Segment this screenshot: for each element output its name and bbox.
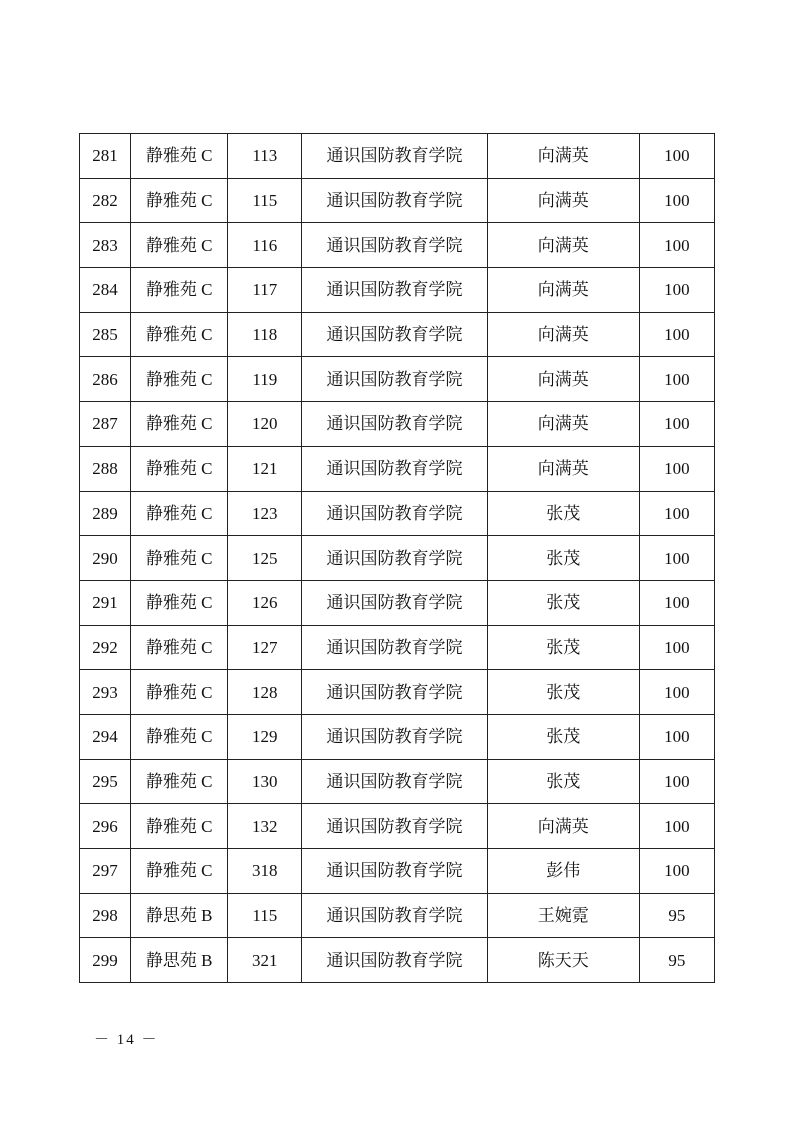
table-row (80, 134, 715, 179)
college-cell: 通识国防教育学院 (302, 491, 487, 536)
row-number-cell: 298 (80, 893, 131, 938)
teacher-cell: 向满英 (487, 446, 639, 491)
row-number-cell: 285 (80, 312, 131, 357)
room-cell: 123 (228, 491, 302, 536)
building-cell: 静雅苑 C (131, 670, 228, 715)
room-cell: 132 (228, 804, 302, 849)
teacher-cell: 向满英 (487, 178, 639, 223)
table-row (80, 446, 715, 491)
building-cell: 静思苑 B (131, 938, 228, 983)
room-cell: 116 (228, 223, 302, 268)
building-cell: 静雅苑 C (131, 759, 228, 804)
score-cell: 100 (639, 714, 714, 759)
college-cell: 通识国防教育学院 (302, 625, 487, 670)
row-number-cell: 287 (80, 402, 131, 447)
room-cell: 118 (228, 312, 302, 357)
table-row (80, 536, 715, 581)
teacher-cell: 张茂 (487, 536, 639, 581)
page-number: － 14 － (94, 1032, 159, 1048)
building-cell: 静雅苑 C (131, 849, 228, 894)
score-cell: 100 (639, 402, 714, 447)
row-number-cell: 295 (80, 759, 131, 804)
table-row (80, 357, 715, 402)
teacher-cell: 张茂 (487, 625, 639, 670)
table-row (80, 938, 715, 983)
score-cell: 100 (639, 580, 714, 625)
row-number-cell: 289 (80, 491, 131, 536)
table-row (80, 849, 715, 894)
room-cell: 121 (228, 446, 302, 491)
building-cell: 静雅苑 C (131, 402, 228, 447)
building-cell: 静雅苑 C (131, 268, 228, 313)
score-cell: 95 (639, 893, 714, 938)
room-cell: 115 (228, 893, 302, 938)
building-cell: 静雅苑 C (131, 446, 228, 491)
college-cell: 通识国防教育学院 (302, 893, 487, 938)
room-cell: 318 (228, 849, 302, 894)
teacher-cell: 张茂 (487, 580, 639, 625)
college-cell: 通识国防教育学院 (302, 536, 487, 581)
table-row (80, 223, 715, 268)
dormitory-score-table (79, 133, 715, 983)
row-number-cell: 296 (80, 804, 131, 849)
room-cell: 129 (228, 714, 302, 759)
building-cell: 静雅苑 C (131, 357, 228, 402)
table-row (80, 804, 715, 849)
row-number-cell: 284 (80, 268, 131, 313)
teacher-cell: 张茂 (487, 714, 639, 759)
table-row (80, 759, 715, 804)
table-row (80, 580, 715, 625)
college-cell: 通识国防教育学院 (302, 938, 487, 983)
table-row (80, 268, 715, 313)
building-cell: 静雅苑 C (131, 625, 228, 670)
row-number-cell: 281 (80, 134, 131, 179)
score-cell: 100 (639, 446, 714, 491)
score-cell: 100 (639, 312, 714, 357)
teacher-cell: 向满英 (487, 268, 639, 313)
room-cell: 125 (228, 536, 302, 581)
room-cell: 321 (228, 938, 302, 983)
score-cell: 95 (639, 938, 714, 983)
building-cell: 静雅苑 C (131, 178, 228, 223)
row-number-cell: 291 (80, 580, 131, 625)
room-cell: 119 (228, 357, 302, 402)
college-cell: 通识国防教育学院 (302, 223, 487, 268)
college-cell: 通识国防教育学院 (302, 849, 487, 894)
building-cell: 静雅苑 C (131, 223, 228, 268)
building-cell: 静雅苑 C (131, 312, 228, 357)
table-row (80, 178, 715, 223)
table-body (80, 134, 715, 983)
table-row (80, 714, 715, 759)
room-cell: 127 (228, 625, 302, 670)
teacher-cell: 向满英 (487, 223, 639, 268)
college-cell: 通识国防教育学院 (302, 759, 487, 804)
row-number-cell: 293 (80, 670, 131, 715)
row-number-cell: 286 (80, 357, 131, 402)
teacher-cell: 张茂 (487, 491, 639, 536)
row-number-cell: 297 (80, 849, 131, 894)
room-cell: 113 (228, 134, 302, 179)
teacher-cell: 张茂 (487, 670, 639, 715)
teacher-cell: 向满英 (487, 357, 639, 402)
row-number-cell: 292 (80, 625, 131, 670)
room-cell: 120 (228, 402, 302, 447)
building-cell: 静雅苑 C (131, 580, 228, 625)
room-cell: 128 (228, 670, 302, 715)
building-cell: 静雅苑 C (131, 714, 228, 759)
room-cell: 126 (228, 580, 302, 625)
building-cell: 静雅苑 C (131, 134, 228, 179)
teacher-cell: 陈天天 (487, 938, 639, 983)
score-cell: 100 (639, 491, 714, 536)
row-number-cell: 288 (80, 446, 131, 491)
row-number-cell: 283 (80, 223, 131, 268)
row-number-cell: 294 (80, 714, 131, 759)
table-row (80, 625, 715, 670)
college-cell: 通识国防教育学院 (302, 446, 487, 491)
score-cell: 100 (639, 134, 714, 179)
table-row (80, 402, 715, 447)
college-cell: 通识国防教育学院 (302, 357, 487, 402)
college-cell: 通识国防教育学院 (302, 804, 487, 849)
row-number-cell: 299 (80, 938, 131, 983)
teacher-cell: 彭伟 (487, 849, 639, 894)
table-row (80, 491, 715, 536)
room-cell: 117 (228, 268, 302, 313)
score-cell: 100 (639, 536, 714, 581)
table-row (80, 312, 715, 357)
teacher-cell: 向满英 (487, 312, 639, 357)
teacher-cell: 王婉霓 (487, 893, 639, 938)
teacher-cell: 向满英 (487, 804, 639, 849)
building-cell: 静雅苑 C (131, 804, 228, 849)
score-cell: 100 (639, 804, 714, 849)
score-cell: 100 (639, 223, 714, 268)
college-cell: 通识国防教育学院 (302, 580, 487, 625)
building-cell: 静雅苑 C (131, 491, 228, 536)
table-row (80, 670, 715, 715)
score-cell: 100 (639, 670, 714, 715)
teacher-cell: 向满英 (487, 134, 639, 179)
building-cell: 静雅苑 C (131, 536, 228, 581)
college-cell: 通识国防教育学院 (302, 134, 487, 179)
teacher-cell: 张茂 (487, 759, 639, 804)
college-cell: 通识国防教育学院 (302, 714, 487, 759)
college-cell: 通识国防教育学院 (302, 402, 487, 447)
college-cell: 通识国防教育学院 (302, 268, 487, 313)
score-cell: 100 (639, 357, 714, 402)
score-cell: 100 (639, 849, 714, 894)
score-cell: 100 (639, 178, 714, 223)
building-cell: 静思苑 B (131, 893, 228, 938)
teacher-cell: 向满英 (487, 402, 639, 447)
row-number-cell: 282 (80, 178, 131, 223)
score-cell: 100 (639, 625, 714, 670)
score-cell: 100 (639, 759, 714, 804)
college-cell: 通识国防教育学院 (302, 178, 487, 223)
college-cell: 通识国防教育学院 (302, 312, 487, 357)
college-cell: 通识国防教育学院 (302, 670, 487, 715)
row-number-cell: 290 (80, 536, 131, 581)
table-row (80, 893, 715, 938)
score-cell: 100 (639, 268, 714, 313)
room-cell: 115 (228, 178, 302, 223)
room-cell: 130 (228, 759, 302, 804)
